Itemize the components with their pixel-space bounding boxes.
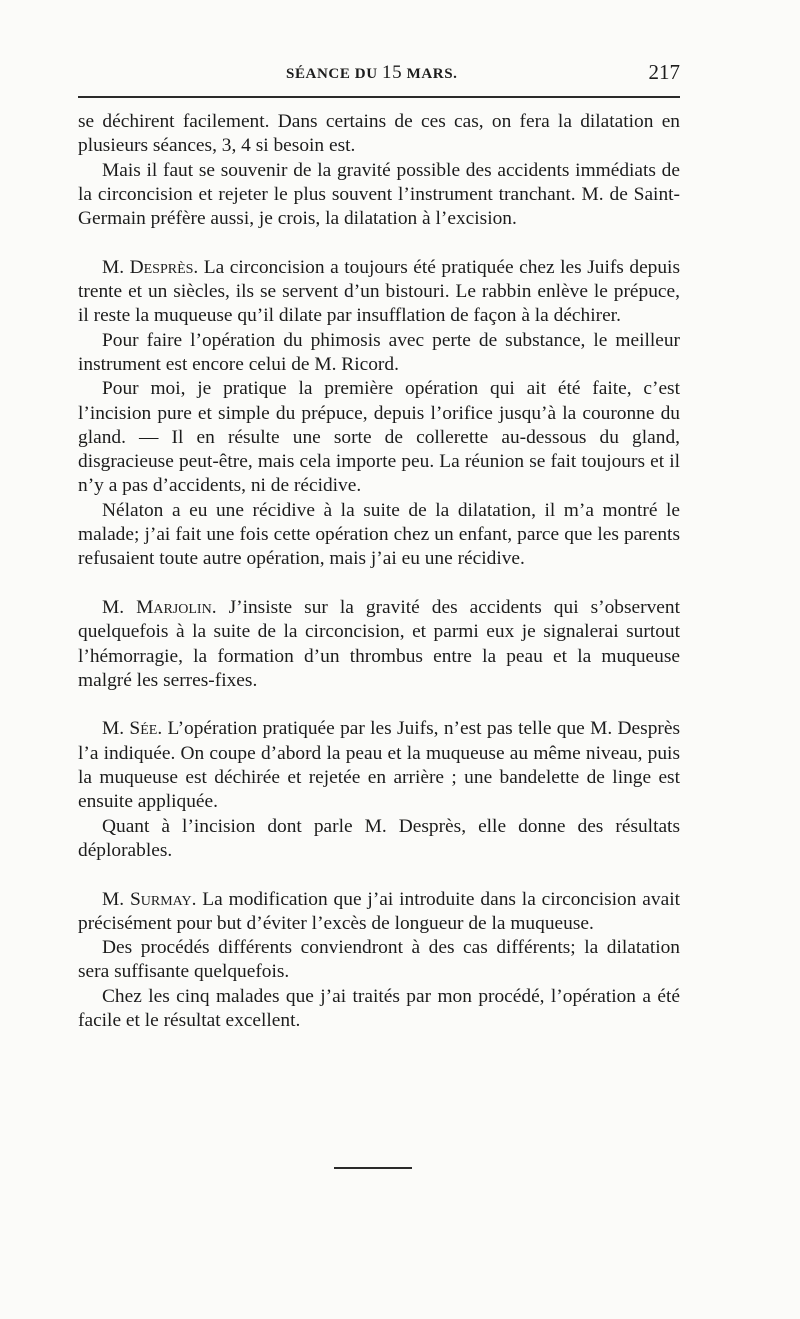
paragraph-12: Chez les cinq malades que j’ai traités par mon procédé, l’opération a été facile et le résultat excellent. <box>78 985 680 1031</box>
running-title: SÉANCE DU 15 MARS. <box>286 62 458 83</box>
end-rule <box>334 1167 412 1169</box>
running-header <box>78 60 680 88</box>
paragraph-6: Nélaton a eu une récidive à la suite de la dilatation, il m’a montré le malade; j’ai fait une fois cette opération chez un enfant, parce que les parents refusaient toute autre opération, mais j’ai eu une récidive. <box>78 499 680 570</box>
speaker-surmay: M. Surmay. <box>102 888 197 910</box>
paragraph-4: Pour faire l’opération du phimosis avec perte de substance, le meilleur instrument est encore celui de M. Ricord. <box>78 329 680 375</box>
paragraph-3: M. Desprès. La circoncision a toujours été pratiquée chez les Juifs depuis trente et un siècles, ils se servent d’un bistouri. Le rabbin enlève le prépuce, il reste la muqueuse qu’il dilate par insufflation de façon à la déchirer. <box>78 256 680 327</box>
paragraph-10: M. Surmay. La modification que j’ai introduite dans la circoncision avait précisément pour but d’éviter l’excès de longueur de la muqueuse. <box>78 888 680 934</box>
page-number: 217 <box>648 60 680 84</box>
paragraph-11: Des procédés différents conviendront à des cas différents; la dilatation sera suffisante quelquefois. <box>78 937 680 983</box>
speaker-despres: M. Desprès. <box>102 256 199 278</box>
running-title-day: 15 <box>382 62 403 83</box>
paragraph-9: Quant à l’incision dont parle M. Desprès, elle donne des résultats déplorables. <box>78 815 680 861</box>
body-text <box>78 110 680 1033</box>
paragraph-7: M. Marjolin. J’insiste sur la gravité des accidents qui s’observent quelquefois à la suite de la circoncision, et parmi eux je signalerai surtout l’hémorragie, la formation d’un thrombus entre la peau et la muqueuse malgré les serres-fixes. <box>78 596 680 691</box>
header-rule <box>78 96 680 98</box>
speaker-marjolin: M. Marjolin. <box>102 596 217 618</box>
paragraph-2: Mais il faut se souvenir de la gravité possible des accidents immédiats de la circoncision et rejeter le plus souvent l’instrument tranchant. M. de Saint-Germain préfère aussi, je crois, la dilatation à l’excision. <box>78 159 680 230</box>
speaker-see: M. Sée. <box>102 718 163 740</box>
paragraph-5: Pour moi, je pratique la première opération qui ait été faite, c’est l’incision pure et simple du prépuce, depuis l’orifice jusqu’à la couronne du gland. — Il en résulte une sorte de collerette au-dessous du gland, disgracieuse peut-être, mais cela importe peu. La réunion se fait toujours et il n’y a pas d’accidents, ni de récidive. <box>78 378 680 497</box>
paragraph-8: M. Sée. L’opération pratiquée par les Juifs, n’est pas telle que M. Desprès l’a indiquée. On coupe d’abord la peau et la muqueuse au même niveau, puis la muqueuse est déchirée et rejetée en arrière ; une bandelette de linge est ensuite appliquée. <box>78 718 680 813</box>
paragraph-1: se déchirent facilement. Dans certains de ces cas, on fera la dilatation en plusieurs séances, 3, 4 si besoin est. <box>78 111 680 157</box>
